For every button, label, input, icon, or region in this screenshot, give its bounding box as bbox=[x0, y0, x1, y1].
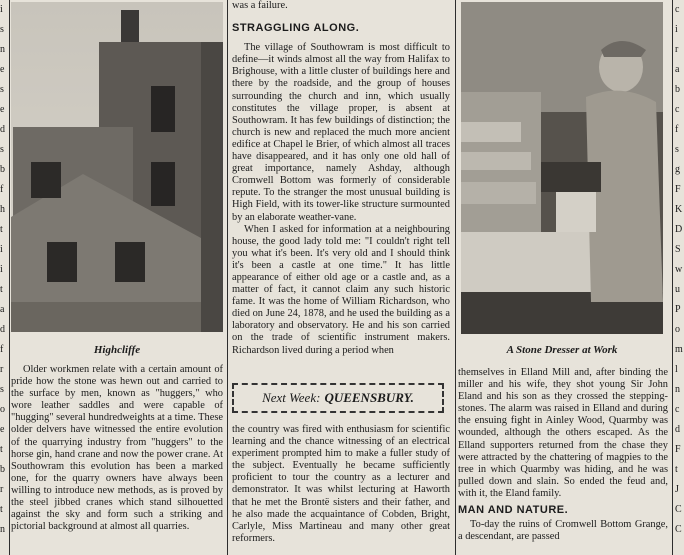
left-edge-letter: f bbox=[0, 344, 4, 355]
left-edge-column bbox=[0, 4, 9, 549]
right-edge-letter: S bbox=[675, 244, 681, 255]
left-edge-letter: d bbox=[0, 324, 5, 335]
paragraph-richardson: the country was fired with enthusiasm for scientific learning and the chance witnessing of an electrical experiment prompted him to make a fuller study of the subject. Eventually he became sufficiently proficient to tour the country as a lecturer and demonstrator. It was whilst lecturing at Haworth that he met the Brontë sisters and their father, and he also made the acquaintance of Cobden, Bright, Carlyle, Miss Martineau and many other great reformers. bbox=[232, 424, 450, 544]
left-edge-letter: b bbox=[0, 164, 5, 175]
column-1-paragraph: Older workmen relate with a certain amount of pride how the stone was hewn out and carried to the surface by men, known as "huggers," who wore leather saddles and were capable of "hugging" several hundredweights at a time. These older delvers have witnessed the entire evolution of the quarrying industry from "huggers" to the horse gin, hand crane and now the power crane. At Southowram this evolution has been a marked one, for the quarry owners have always been willing to introduce new methods, as is proved by the steel jibbed cranes which stand silhouetted against the sky and form such a striking and pictorial background at almost all quarries. bbox=[11, 364, 223, 533]
left-edge-letter: a bbox=[0, 304, 5, 315]
left-edge-letter: s bbox=[0, 24, 4, 35]
paragraph-high-field: When I asked for information at a neighbouring house, the good lady told me: "I couldn't right tell you what it's been. It's very old and I should think it's been a castle at one time." It has little appearance of either old age or a castle and, as a matter of fact, it cannot claim any such historic fame. It was the home of William Richardson, who died on June 24, 1878, and he used the building as a laboratory and observatory. He and his son carried on the trade of scientific instrument makers. Richardson lived during a period when bbox=[232, 223, 450, 356]
right-edge-letter: t bbox=[675, 464, 678, 475]
column-2 bbox=[232, 0, 450, 375]
paragraph-eland-feud: themselves in Elland Mill and, after binding the miller and his wife, they shot young Sir John Eland and his son as they crossed the stepping-stones. The alarm was raised in Elland and during the ensuing fight in Ainley Wood, Quarmby was wounded, although the others escaped. As the Elland supporters returned from the chase they were attracted by the chattering of magpies to the tree in which Quarmby was hiding, and he was pulled down and slain. So ended the feud and, with it, the Eland family. bbox=[458, 367, 668, 499]
right-edge-letter: F bbox=[675, 184, 681, 195]
right-edge-letter: K bbox=[675, 204, 683, 215]
column-rule bbox=[455, 0, 456, 555]
right-edge-letter: J bbox=[675, 484, 679, 495]
left-edge-letter: n bbox=[0, 44, 5, 55]
left-edge-letter: t bbox=[0, 504, 3, 515]
left-edge-letter: t bbox=[0, 284, 3, 295]
left-edge-letter: s bbox=[0, 84, 4, 95]
right-edge-letter: P bbox=[675, 304, 681, 315]
left-edge-letter: i bbox=[0, 244, 3, 255]
left-edge-letter: o bbox=[0, 404, 5, 415]
right-edge-letter: l bbox=[675, 364, 678, 375]
left-edge-letter: r bbox=[0, 484, 4, 495]
right-edge-letter: c bbox=[675, 404, 680, 415]
stone-dresser-caption: A Stone Dresser at Work bbox=[506, 344, 618, 356]
right-edge-letter: i bbox=[675, 24, 678, 35]
right-edge-letter: o bbox=[675, 324, 680, 335]
left-edge-letter: r bbox=[0, 364, 4, 375]
left-edge-letter: n bbox=[0, 524, 5, 535]
column-rule bbox=[9, 0, 10, 555]
column-rule bbox=[672, 0, 673, 555]
right-edge-letter: g bbox=[675, 164, 680, 175]
right-edge-letter: w bbox=[675, 264, 683, 275]
paragraph-today: To-day the ruins of Cromwell Bottom Grange, a descendant, are passed bbox=[458, 519, 668, 543]
right-edge-letter: r bbox=[675, 44, 679, 55]
right-edge-letter: u bbox=[675, 284, 680, 295]
left-edge-letter: e bbox=[0, 424, 5, 435]
column-2-bottom bbox=[232, 424, 450, 552]
left-edge-letter: e bbox=[0, 104, 5, 115]
right-edge-letter: a bbox=[675, 64, 680, 75]
left-edge-letter: f bbox=[0, 184, 4, 195]
right-edge-column bbox=[675, 4, 684, 549]
right-edge-letter: C bbox=[675, 524, 682, 535]
left-edge-letter: s bbox=[0, 144, 4, 155]
left-edge-letter: t bbox=[0, 224, 3, 235]
right-edge-letter: D bbox=[675, 224, 683, 235]
left-edge-letter: h bbox=[0, 204, 5, 215]
left-edge-letter: t bbox=[0, 444, 3, 455]
highcliffe-photo bbox=[11, 2, 223, 332]
right-edge-letter: c bbox=[675, 104, 680, 115]
left-edge-letter: i bbox=[0, 4, 3, 15]
section-heading: STRAGGLING ALONG. bbox=[232, 22, 360, 35]
next-week-box bbox=[232, 383, 444, 413]
next-week-place: QUEENSBURY. bbox=[324, 390, 414, 405]
right-edge-letter: c bbox=[675, 4, 680, 15]
column-1-bottom bbox=[11, 364, 223, 552]
left-edge-letter: d bbox=[0, 124, 5, 135]
right-edge-letter: C bbox=[675, 504, 682, 515]
top-fragment: was a failure. bbox=[232, 0, 288, 11]
column-rule bbox=[227, 0, 228, 555]
right-edge-letter: b bbox=[675, 84, 680, 95]
right-edge-letter: n bbox=[675, 384, 680, 395]
paragraph-southowram: The village of Southowram is most difficult to define—it winds almost all the way from Halifax to Brighouse, with a little cluster of buildings here and there by the roadside, and the group of houses surrounding the church and inn, which usually constitutes the village proper, is absent at Southowram. It has few buildings of distinction; the church is new and replaced the much more ancient edifice at Chapel le Brier, of which almost all traces have disappeared, and it has only one old hall of great importance, namely Ashday, although Cromwell Bottom was formerly of considerable repute. To the stranger the most unusual building is High Field, with its tower-like structure surmounted by an elaborate weather-vane. bbox=[232, 42, 450, 223]
highcliffe-caption: Highcliffe bbox=[93, 344, 141, 356]
right-edge-letter: d bbox=[675, 424, 680, 435]
right-edge-letter: f bbox=[675, 124, 679, 135]
left-edge-letter: b bbox=[0, 464, 5, 475]
column-3-bottom bbox=[458, 367, 668, 552]
man-and-nature-heading: MAN AND NATURE. bbox=[458, 504, 569, 517]
next-week-label: Next Week: bbox=[262, 390, 321, 405]
right-edge-letter: m bbox=[675, 344, 683, 355]
right-edge-letter: s bbox=[675, 144, 679, 155]
right-edge-letter: F bbox=[675, 444, 681, 455]
left-edge-letter: e bbox=[0, 64, 5, 75]
left-edge-letter: i bbox=[0, 264, 3, 275]
stone-dresser-photo bbox=[461, 2, 663, 334]
left-edge-letter: s bbox=[0, 384, 4, 395]
